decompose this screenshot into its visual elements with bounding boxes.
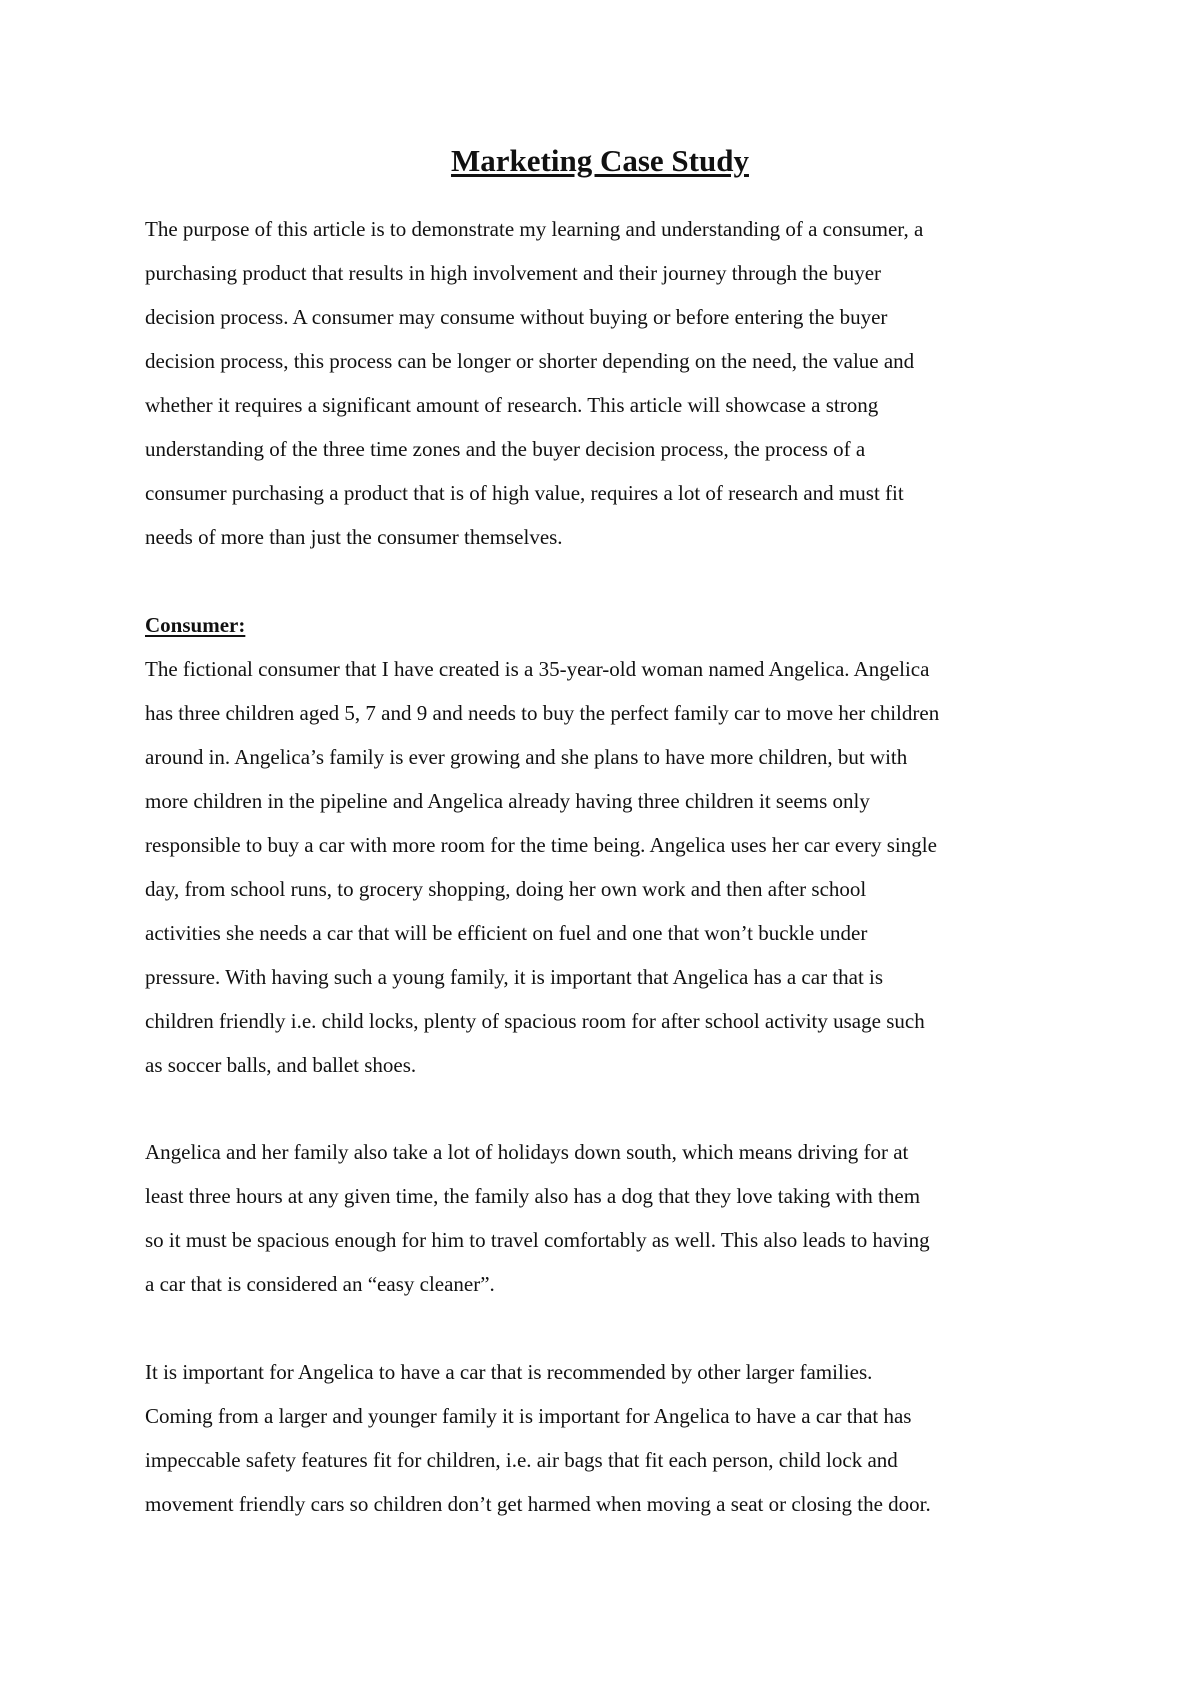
- consumer-paragraph-safety: [145, 1350, 1075, 1526]
- document-title: Marketing Case Study: [451, 143, 749, 178]
- text-line: decision process. A consumer may consume without buying or before entering the buyer: [145, 305, 888, 329]
- text-line: least three hours at any given time, the family also has a dog that they love taking with them: [145, 1184, 921, 1208]
- text-line: as soccer balls, and ballet shoes.: [145, 1053, 417, 1077]
- text-line: responsible to buy a car with more room for the time being. Angelica uses her car every single: [145, 833, 937, 857]
- text-line: has three children aged 5, 7 and 9 and needs to buy the perfect family car to move her children: [145, 701, 940, 725]
- text-line: purchasing product that results in high involvement and their journey through the buyer: [145, 261, 882, 285]
- text-line: children friendly i.e. child locks, plenty of spacious room for after school activity usage such: [145, 1009, 925, 1033]
- consumer-paragraph-holidays: [145, 1130, 1075, 1306]
- text-line: It is important for Angelica to have a car that is recommended by other larger families.: [145, 1360, 873, 1384]
- text-line: consumer purchasing a product that is of high value, requires a lot of research and must fit: [145, 481, 904, 505]
- text-line: impeccable safety features fit for children, i.e. air bags that fit each person, child lock and: [145, 1448, 898, 1472]
- text-line: decision process, this process can be longer or shorter depending on the need, the value and: [145, 349, 915, 373]
- text-line: pressure. With having such a young family, it is important that Angelica has a car that is: [145, 965, 884, 989]
- text-line: day, from school runs, to grocery shopping, doing her own work and then after school: [145, 877, 867, 901]
- text-line: whether it requires a significant amount of research. This article will showcase a strong: [145, 393, 879, 417]
- text-line: Angelica and her family also take a lot of holidays down south, which means driving for at: [145, 1140, 909, 1164]
- text-line: more children in the pipeline and Angelica already having three children it seems only: [145, 789, 870, 813]
- text-line: so it must be spacious enough for him to travel comfortably as well. This also leads to having: [145, 1228, 930, 1252]
- text-line: needs of more than just the consumer themselves.: [145, 525, 563, 549]
- section-heading-consumer: Consumer:: [145, 613, 246, 637]
- text-line: understanding of the three time zones and the buyer decision process, the process of a: [145, 437, 866, 461]
- text-line: movement friendly cars so children don’t get harmed when moving a seat or closing the door.: [145, 1492, 931, 1516]
- text-line: around in. Angelica’s family is ever growing and she plans to have more children, but with: [145, 745, 908, 769]
- text-line: The purpose of this article is to demonstrate my learning and understanding of a consumer, a: [145, 217, 924, 241]
- text-line: a car that is considered an “easy cleaner”.: [145, 1272, 495, 1296]
- consumer-section: [145, 603, 1075, 1087]
- intro-paragraph: [145, 207, 1075, 559]
- text-line: activities she needs a car that will be efficient on fuel and one that won’t buckle under: [145, 921, 868, 945]
- text-line: Coming from a larger and younger family it is important for Angelica to have a car that has: [145, 1404, 912, 1428]
- text-line: The fictional consumer that I have created is a 35-year-old woman named Angelica. Angelica: [145, 657, 930, 681]
